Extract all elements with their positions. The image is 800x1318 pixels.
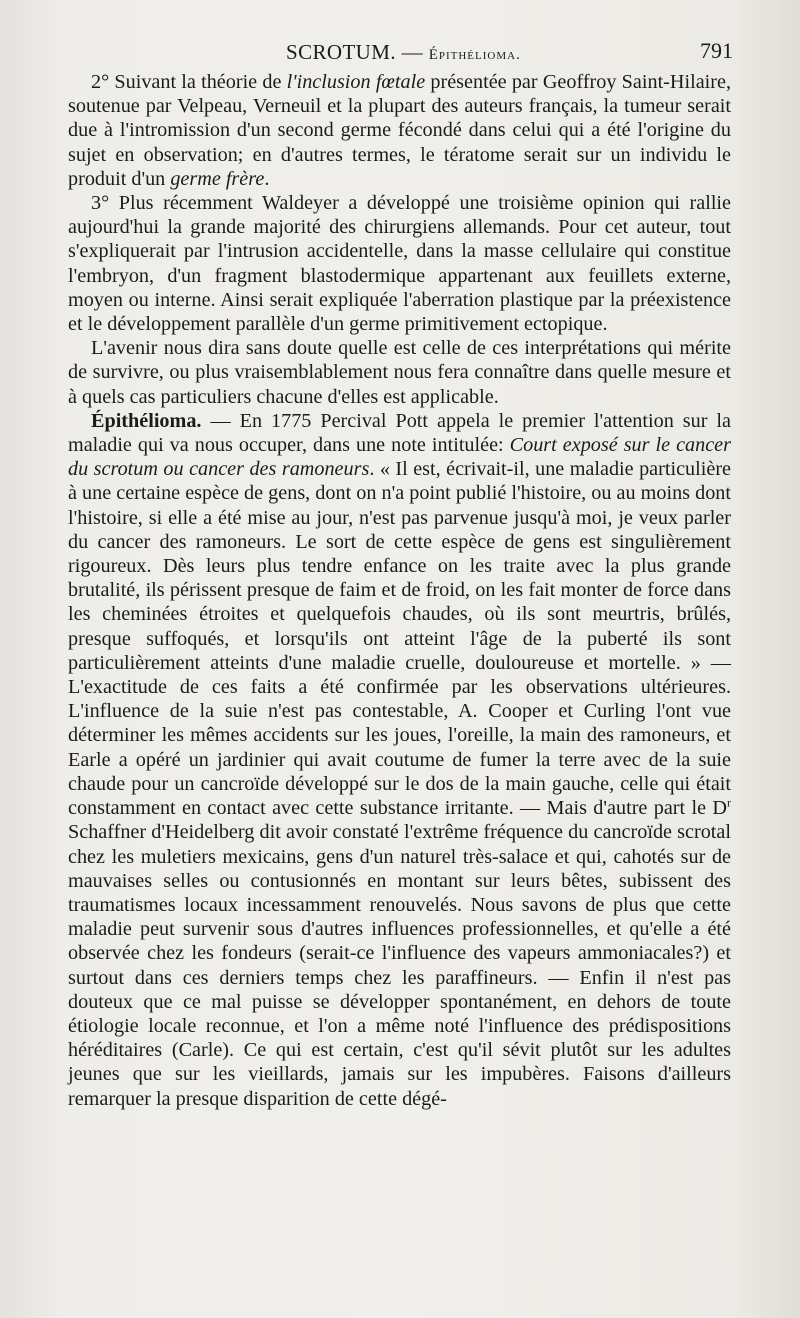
page-header — [0, 38, 800, 68]
paragraph — [68, 336, 731, 409]
text-segment: 3° Plus récemment Waldeyer a développé une troisième opinion qui rallie aujourd'hui la grande majorité des chirurgiens allemands. Pour cet auteur, tout s'expliquerait par l'intrusion accidentelle, dans la masse cellulaire qui constitue l'embryon, d'un fragment blastodermique appartenant aux feuillets externe, moyen ou interne. Ainsi serait expliquée l'aberration plastique par la préexistence et le développement parallèle d'un germe primitivement ectopique. — [68, 192, 731, 336]
text-segment: 2° Suivant la théorie de — [91, 71, 287, 93]
text-segment-italic: Court exposé sur le cancer du scrotum ou cancer des ramoneurs — [68, 434, 731, 481]
paragraph — [68, 70, 731, 191]
text-segment: . — [264, 167, 270, 190]
text-segment-italic: germe frère — [170, 167, 265, 190]
text-segment: présentée par Geoffroy Saint-Hilaire, soutenue par Velpeau, Verneuil et la plupart des auteurs français, la tumeur serait due à l'intromission d'un second germe fécondé dans celui qui a été l'origine du sujet en observation; en d'autres termes, le tératome serait sur un individu le produit d'un — [68, 71, 731, 190]
paragraph — [68, 409, 731, 1111]
page-number: 791 — [700, 38, 733, 63]
running-head-subtitle: Épithélioma. — [428, 47, 521, 63]
text-segment: . « Il est, écrivait-il, une maladie particulière à une certaine espèce de gens, dont on n'a point publié l'histoire, ou au moins dont l'histoire, si elle a été mise au jour, n'est pas parvenue jusqu'à moi, je veux parler du cancer des ramoneurs. Le sort de cette espèce de gens est singulièrement rigoureux. Dès leurs plus tendre enfance on les traite avec la plus grande brutalité, ils périssent presque de faim et de froid, on les fait monter de force dans les cheminées étroites et quelquefois chaudes, où ils sont meurtris, brûlés, presque suffoqués, et lorsqu'ils ont atteint l'âge de la puberté ils sont particulièrement atteints d'une maladie cruelle, douloureuse et mortelle. » — L'exactitude de ces faits a été confirmée par les observations ultérieures. L'influence de la suie n'est pas contestable, A. Cooper et Curling l'ont vue déterminer les mêmes accidents sur les joues, l'oreille, la main des ramoneurs, et Earle a opéré un jardinier qui avait coutume de fumer la terre avec de la suie chaude pour un cancroïde développé sur le dos de la main gauche, celle qui était constamment en contact avec cette substance irritante. — Mais d'autre part le D — [68, 458, 731, 820]
body-text — [68, 70, 731, 1111]
running-head-title: SCROTUM. — [286, 40, 396, 64]
text-segment-sup: r — [727, 795, 731, 810]
text-segment: L'avenir nous dira sans doute quelle est celle de ces interprétations qui mérite de survivre, ou plus vraisemblablement nous fera connaître dans quelle mesure et à quels cas particuliers chacune d'elles est applicable. — [68, 337, 731, 408]
text-segment: — En 1775 Percival Pott appela le premier l'attention sur la maladie qui va nous occuper, dans une note intitulée: — [68, 409, 731, 457]
text-segment-bold: Épithélioma. — [91, 409, 202, 432]
running-head — [286, 40, 521, 65]
text-segment: Schaffner d'Heidelberg dit avoir constaté l'extrême fréquence du cancroïde scrotal chez les muletiers mexicains, gens d'un naturel très-salace et qui, cahotés sur de mauvaises selles ou contusionnés en montant sur leurs bêtes, subissent des traumatismes locaux incessamment renouvelés. Nous savons de plus que cette maladie peut survenir sous d'autres influences professionnelles, et qu'elle a été observée chez les fondeurs (serait-ce l'influence des vapeurs ammoniacales?) et surtout dans ces derniers temps chez les paraffineurs. — Enfin il n'est pas douteux que ce mal puisse se développer spontanément, en dehors de toute étiologie locale reconnue, et l'on a même noté l'influence des prédispositions héréditaires (Carle). Ce qui est certain, c'est qu'il sévit plutôt sur les adultes jeunes que sur les vieillards, jamais sur les impubères. Faisons d'ailleurs remarquer la presque disparition de cette dégé- — [68, 821, 731, 1110]
paragraph — [68, 191, 731, 336]
running-head-dash: — — [395, 40, 429, 64]
text-segment-italic: l'inclusion fœtale — [286, 71, 426, 93]
